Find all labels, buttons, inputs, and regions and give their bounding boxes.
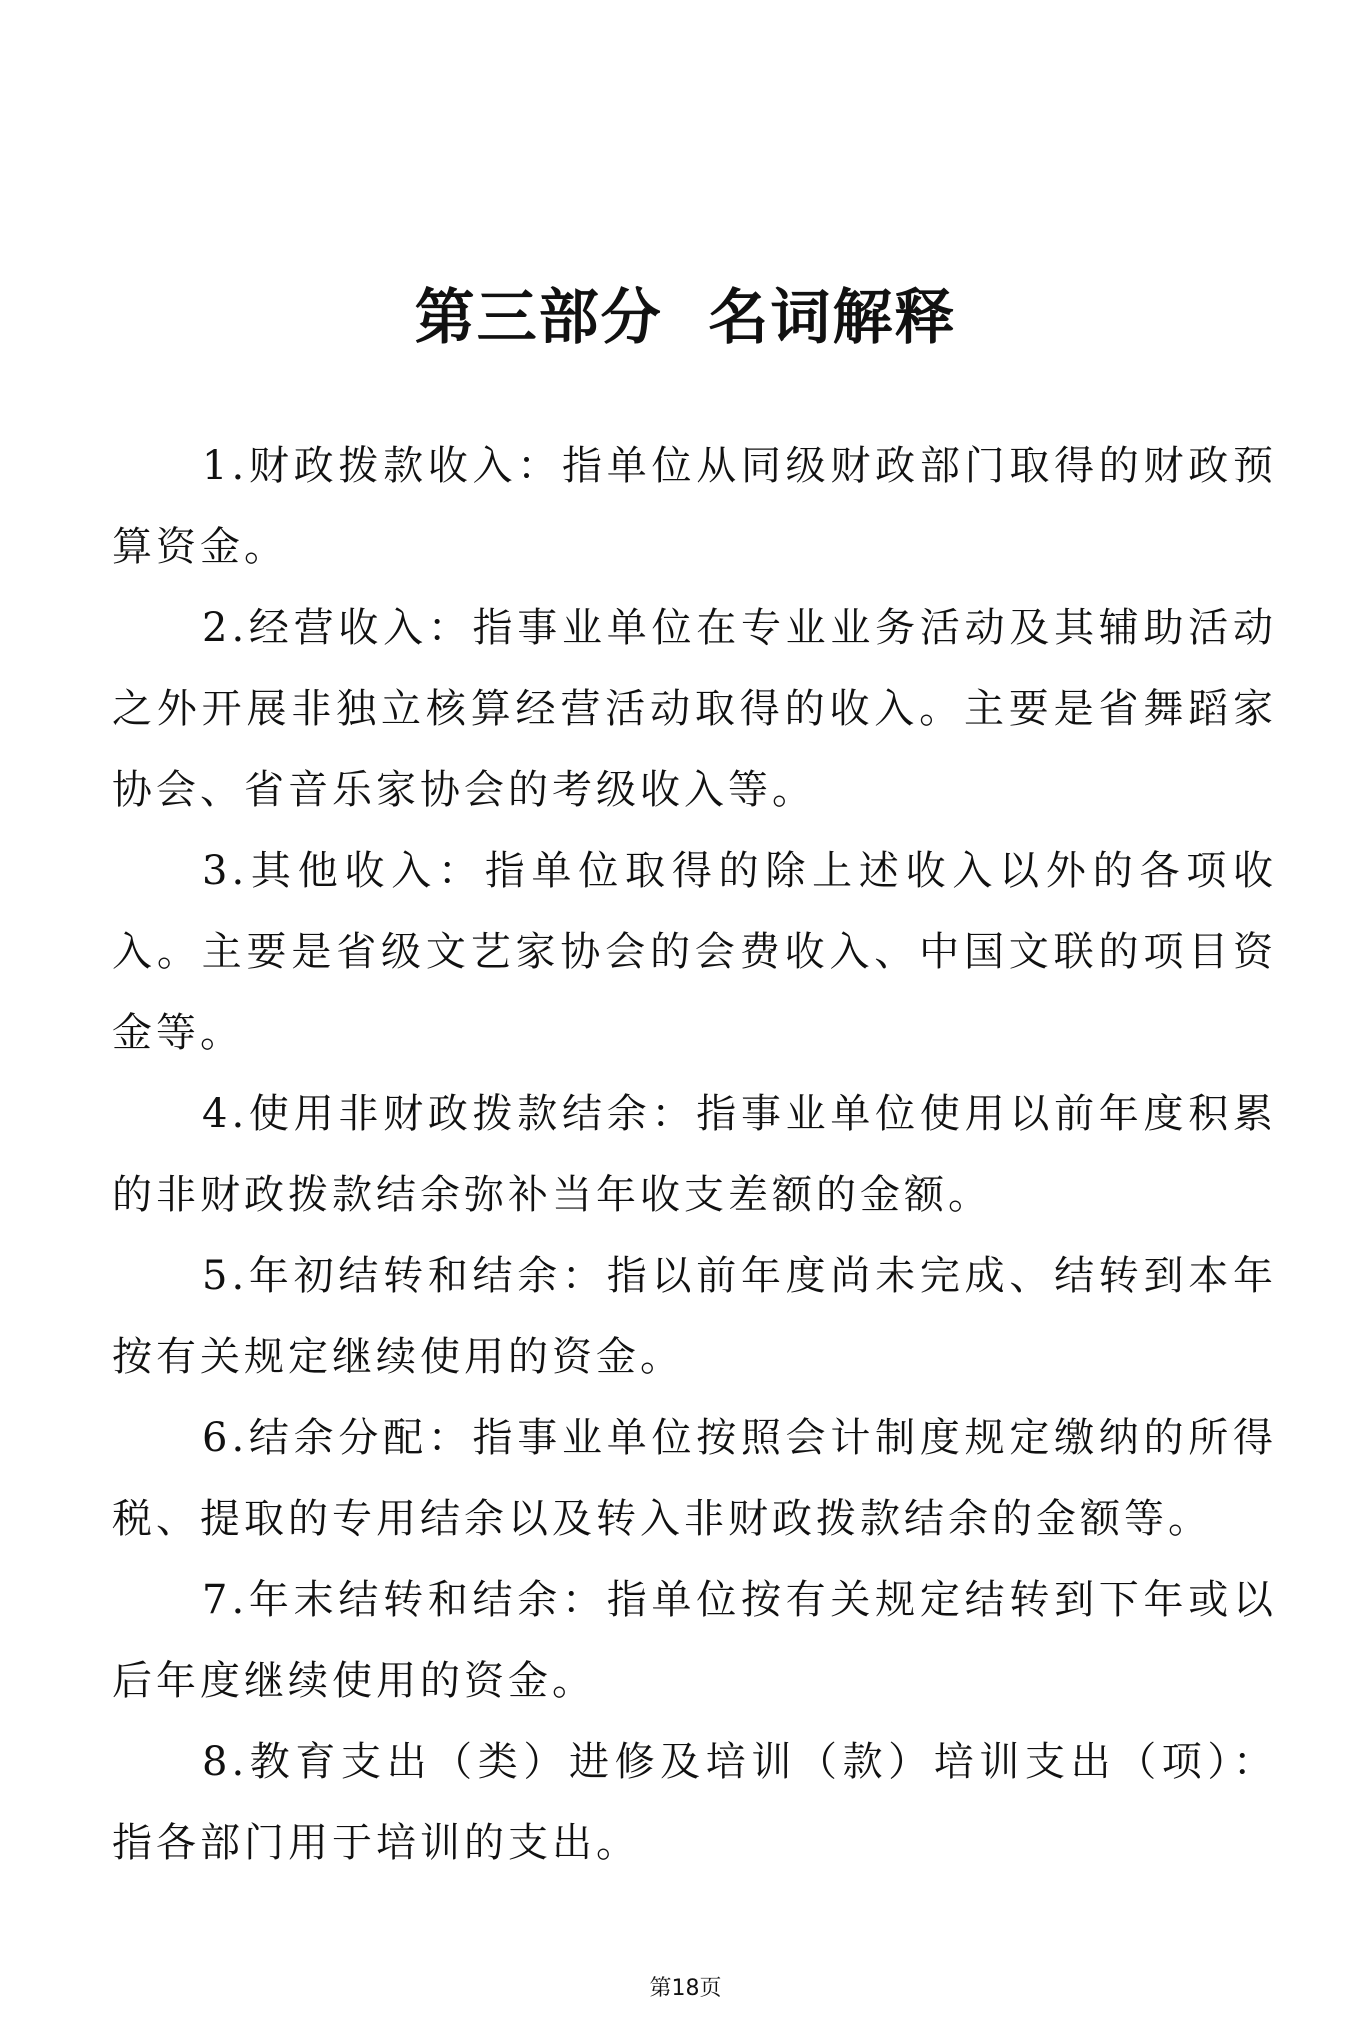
paragraph-1: 1.财政拨款收入：指单位从同级财政部门取得的财政预算资金。	[112, 443, 1277, 570]
page-title: 第三部分 名词解释	[414, 283, 957, 354]
paragraph-3: 3.其他收入：指单位取得的除上述收入以外的各项收入。主要是省级文艺家协会的会费收入、中国文联的项目资金等。	[112, 848, 1277, 1056]
document-body	[112, 426, 1277, 1884]
paragraph-8: 8.教育支出（类）进修及培训（款）培训支出（项）：指各部门用于培训的支出。	[112, 1739, 1277, 1866]
paragraph-7: 7.年末结转和结余：指单位按有关规定结转到下年或以后年度继续使用的资金。	[112, 1577, 1277, 1704]
paragraph-6: 6.结余分配：指事业单位按照会计制度规定缴纳的所得税、提取的专用结余以及转入非财政拨款结余的金额等。	[112, 1415, 1277, 1542]
page-number: 第18页	[649, 1976, 722, 2001]
paragraph-2: 2.经营收入：指事业单位在专业业务活动及其辅助活动之外开展非独立核算经营活动取得的收入。主要是省舞蹈家协会、省音乐家协会的考级收入等。	[112, 605, 1277, 813]
paragraph-4: 4.使用非财政拨款结余：指事业单位使用以前年度积累的非财政拨款结余弥补当年收支差额的金额。	[112, 1091, 1277, 1218]
paragraph-5: 5.年初结转和结余：指以前年度尚未完成、结转到本年按有关规定继续使用的资金。	[112, 1253, 1277, 1380]
